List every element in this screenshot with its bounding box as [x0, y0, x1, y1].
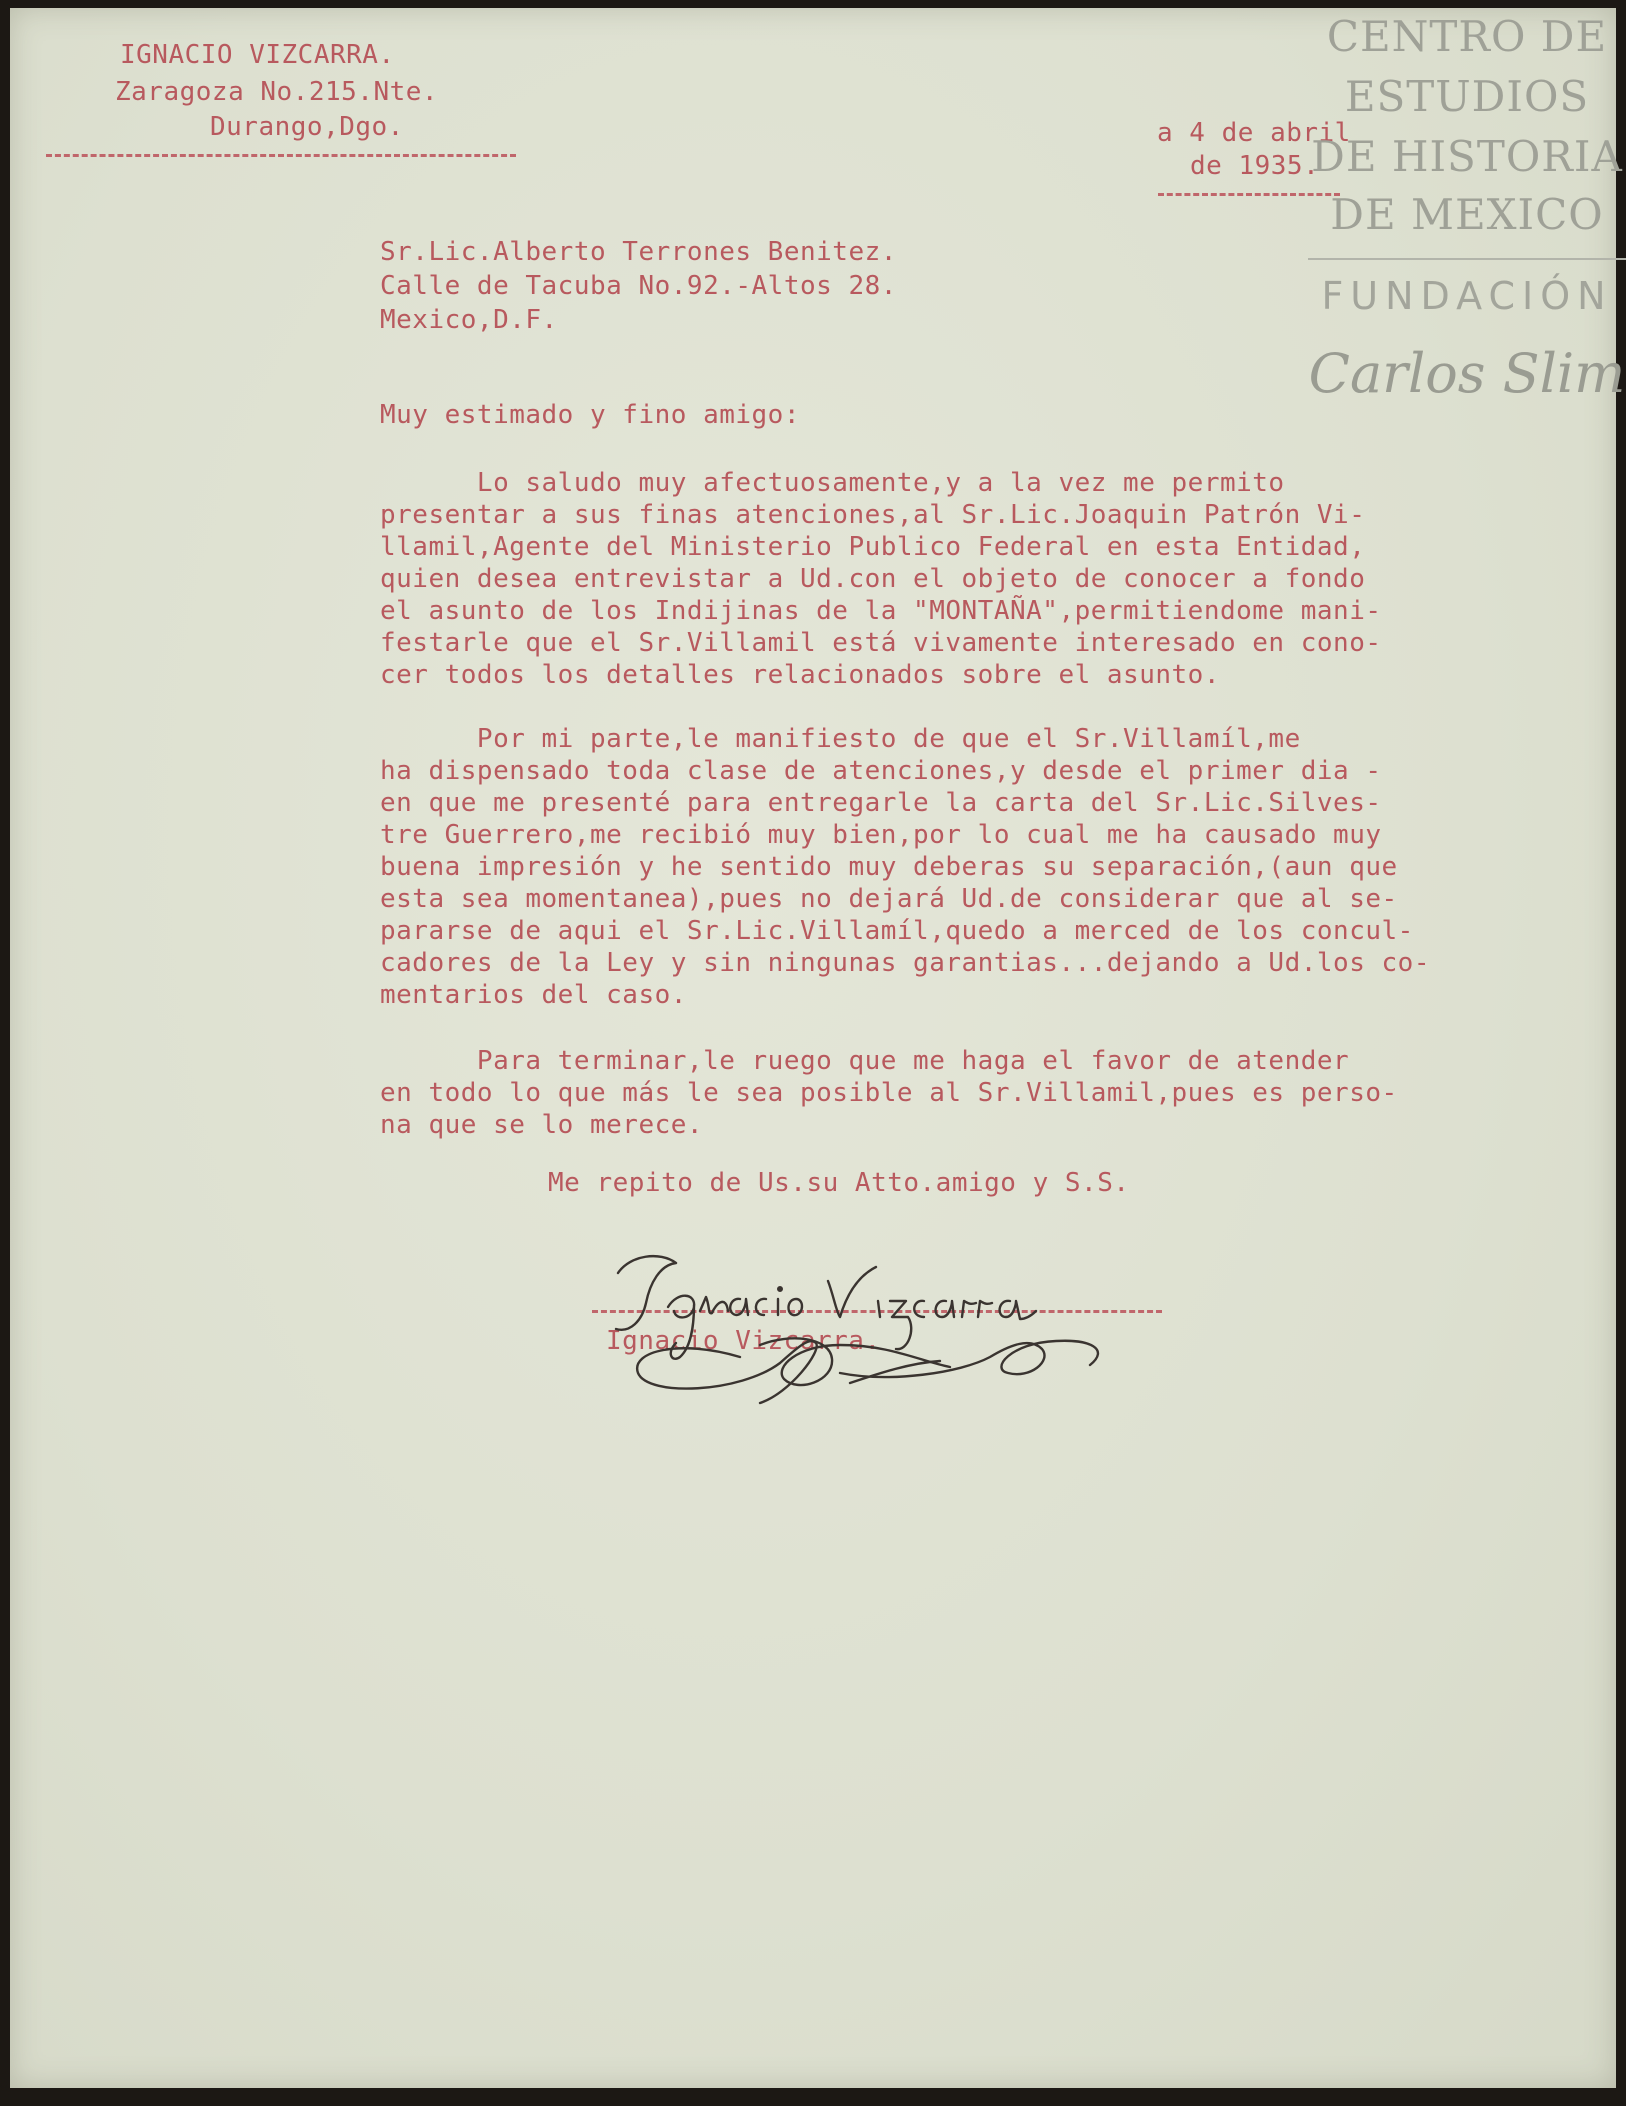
salutation: Muy estimado y fino amigo: [380, 400, 800, 430]
paragraph-line: en todo lo que más le sea posible al Sr.Villamil,pues es perso- [380, 1078, 1398, 1108]
paragraph-line: esta sea momentanea),pues no dejará Ud.de considerar que al se- [380, 884, 1398, 914]
paragraph-line: Por mi parte,le manifiesto de que el Sr.Villamíl,me [380, 724, 1301, 754]
paragraph-line: el asunto de los Indijinas de la "MONTAÑA",permitiendome mani- [380, 596, 1382, 626]
recipient-line-3: Mexico,D.F. [380, 305, 558, 335]
paragraph-line: festarle que el Sr.Villamil está vivamente interesado en cono- [380, 628, 1382, 658]
paragraph-line: tre Guerrero,me recibió muy bien,por lo cual me ha causado muy [380, 820, 1382, 850]
paragraph-line: presentar a sus finas atenciones,al Sr.Lic.Joaquin Patrón Vi- [380, 500, 1366, 530]
recipient-line-2: Calle de Tacuba No.92.-Altos 28. [380, 271, 897, 301]
recipient-line-1: Sr.Lic.Alberto Terrones Benitez. [380, 237, 897, 267]
paragraph-line: cadores de la Ley y sin ningunas garantias...dejando a Ud.los co- [380, 948, 1430, 978]
watermark-line-1: CENTRO DE [1326, 12, 1608, 61]
letter-page [10, 8, 1626, 2088]
typed-signature-name: Ignacio Vizcarra. [606, 1326, 881, 1356]
paragraph-line: Para terminar,le ruego que me haga el favor de atender [380, 1046, 1350, 1076]
letterhead-street: Zaragoza No.215.Nte. [115, 77, 439, 107]
watermark-divider [1308, 258, 1626, 260]
watermark-line-2: ESTUDIOS [1344, 72, 1590, 121]
letterhead-city: Durango,Dgo. [210, 112, 404, 142]
watermark-line-5: FUNDACIÓN [1321, 274, 1613, 318]
date-line-2: de 1935. [1190, 151, 1320, 181]
handwritten-signature [590, 1233, 1150, 1418]
paragraph-line: cer todos los detalles relacionados sobre el asunto. [380, 660, 1220, 690]
letterhead-rule [46, 154, 516, 157]
paragraph-line: ha dispensado toda clase de atenciones,y desde el primer dia - [380, 756, 1382, 786]
watermark-line-3: DE HISTORIA [1311, 132, 1623, 181]
paragraph-line: buena impresión y he sentido muy deberas su separación,(aun que [380, 852, 1398, 882]
letterhead-name: IGNACIO VIZCARRA. [120, 40, 395, 70]
paragraph-line: quien desea entrevistar a Ud.con el objeto de conocer a fondo [380, 564, 1366, 594]
paragraph-line: llamil,Agente del Ministerio Publico Federal en esta Entidad, [380, 532, 1366, 562]
archive-watermark [1308, 8, 1626, 418]
watermark-line-4: DE MEXICO [1330, 190, 1604, 239]
closing: Me repito de Us.su Atto.amigo y S.S. [548, 1168, 1130, 1198]
paragraph-line: Lo saludo muy afectuosamente,y a la vez me permito [380, 468, 1285, 498]
paragraph-line: mentarios del caso. [380, 980, 687, 1010]
watermark-line-6: Carlos Slim [1308, 342, 1626, 405]
paragraph-line: en que me presenté para entregarle la carta del Sr.Lic.Silves- [380, 788, 1382, 818]
date-line-1: a 4 de abril [1157, 118, 1351, 148]
paragraph-line: pararse de aqui el Sr.Lic.Villamíl,quedo a merced de los concul- [380, 916, 1414, 946]
paragraph-line: na que se lo merece. [380, 1110, 704, 1140]
